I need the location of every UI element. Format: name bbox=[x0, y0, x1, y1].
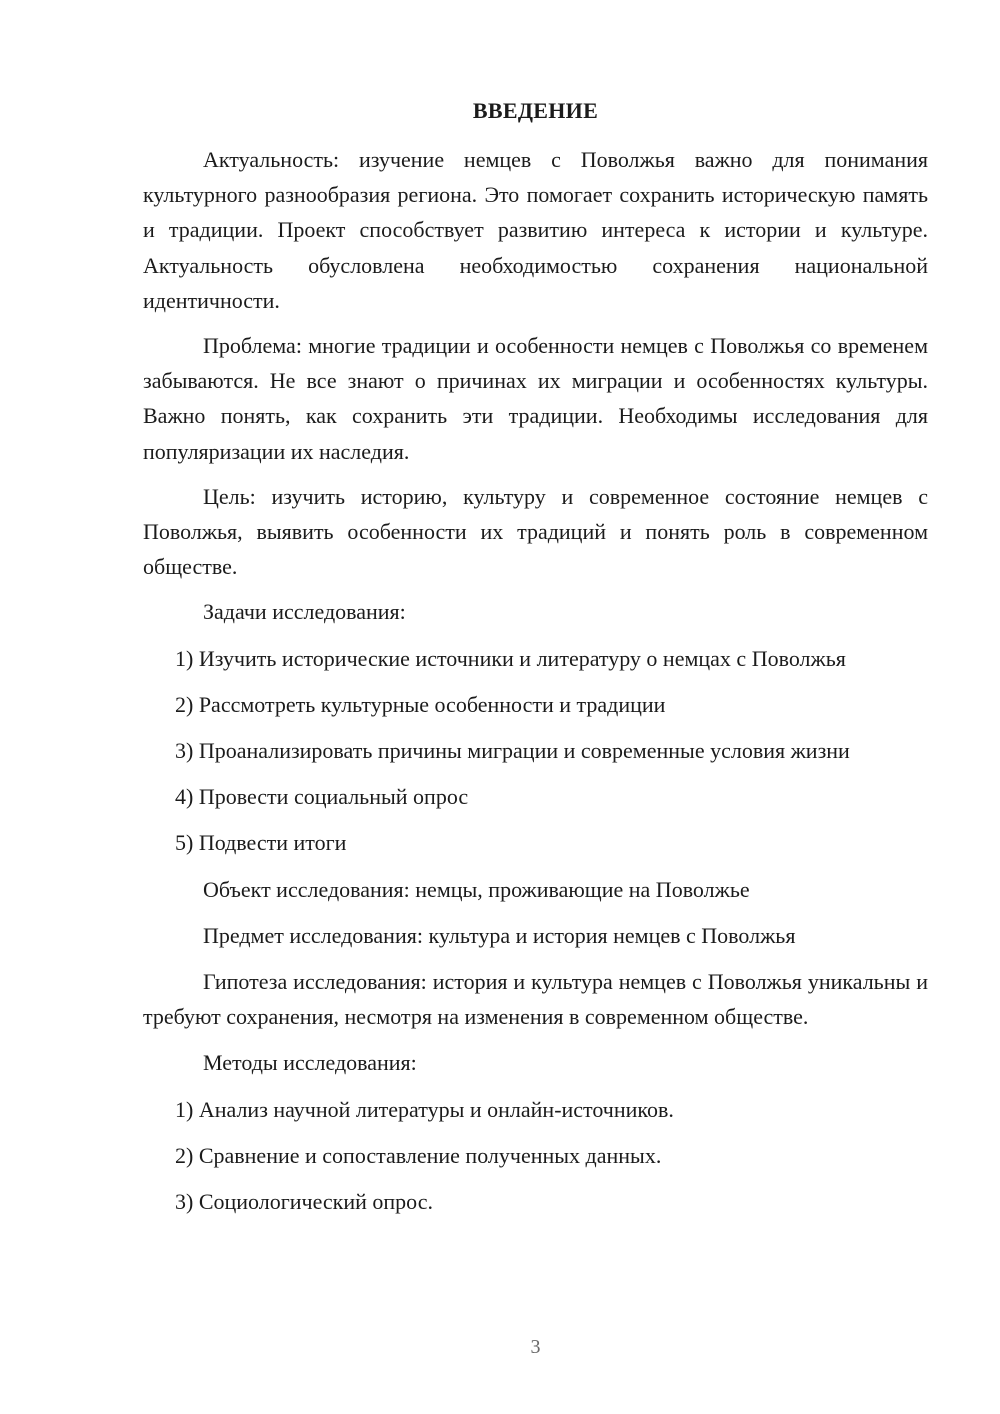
method-item-2: 2) Сравнение и сопоставление полученных данных. bbox=[175, 1142, 662, 1168]
problem-paragraph: Проблема: многие традиции и особенности немцев с Поволжья со временем забываются. Не все знают о причинах их миграции и особенностях культуры. Важно понять, как сохранить эти традиции. Необходимы исследования для популяризации их наследия. bbox=[143, 333, 928, 464]
method-item-3: 3) Социологический опрос. bbox=[175, 1189, 433, 1215]
tasks-title: Задачи исследования: bbox=[203, 599, 406, 625]
object-paragraph: Объект исследования: немцы, проживающие на Поволжье bbox=[203, 876, 750, 902]
subject-paragraph: Предмет исследования: культура и история немцев с Поволжья bbox=[203, 922, 796, 948]
document-body bbox=[143, 142, 928, 1219]
methods-title: Методы исследования: bbox=[203, 1050, 417, 1076]
task-item-2: 2) Рассмотреть культурные особенности и традиции bbox=[175, 691, 666, 717]
task-item-4: 4) Провести социальный опрос bbox=[175, 784, 469, 810]
method-item-1: 1) Анализ научной литературы и онлайн-источников. bbox=[175, 1096, 674, 1122]
task-item-1: 1) Изучить исторические источники и литературу о немцах с Поволжья bbox=[175, 645, 846, 671]
goal-paragraph: Цель: изучить историю, культуру и современное состояние немцев с Поволжья, выявить особенности их традиций и понять роль в современном обществе. bbox=[143, 483, 928, 580]
task-item-5: 5) Подвести итоги bbox=[175, 830, 347, 856]
hypothesis-paragraph: Гипотеза исследования: история и культура немцев с Поволжья уникальны и требуют сохранения, несмотря на изменения в современном обществе. bbox=[143, 969, 928, 1030]
page-title: ВВЕДЕНИЕ bbox=[472, 98, 599, 123]
relevance-paragraph: Актуальность: изучение немцев с Поволжья важно для понимания культурного разнообразия региона. Это помогает сохранить историческую память и традиции. Проект способствует развитию интереса к истории и культуре. Актуальность обусловлена необходимостью сохранения национальной идентичности. bbox=[143, 147, 928, 313]
page-number: 3 bbox=[530, 1336, 541, 1358]
task-item-3: 3) Проанализировать причины миграции и современные условия жизни bbox=[175, 738, 850, 764]
